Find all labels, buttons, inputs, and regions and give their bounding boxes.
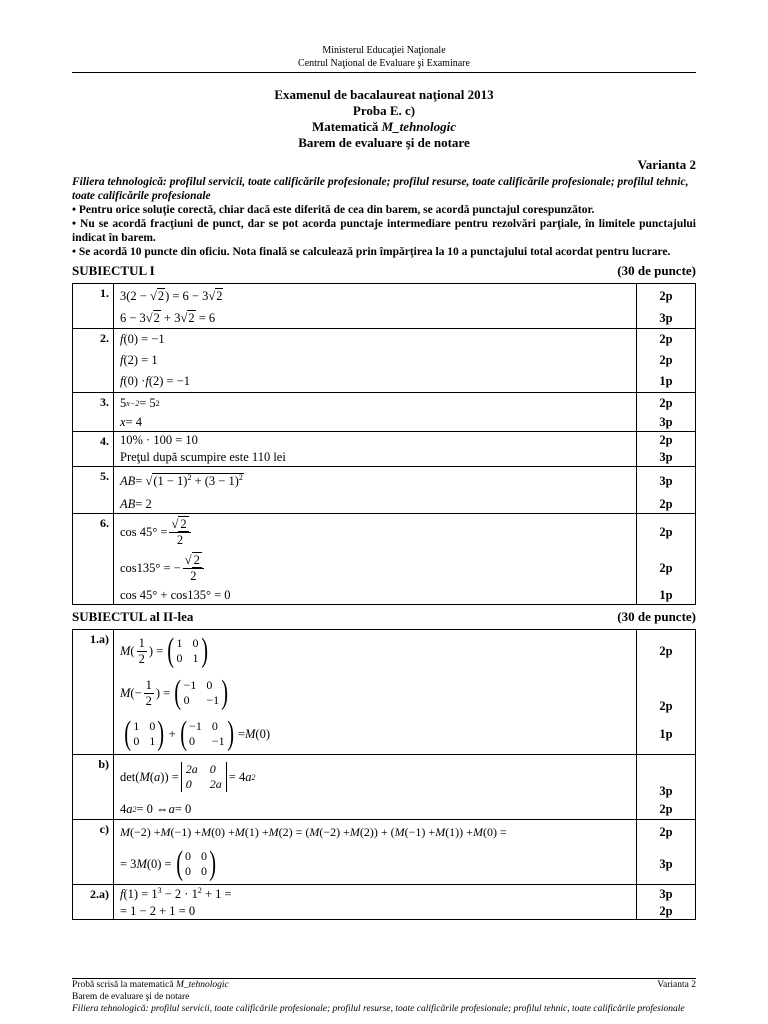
points [637,755,696,820]
points-value: 3p [659,310,673,325]
note-3: • Se acordă 10 puncte din oficiu. Nota finală se calculează prin împărţirea la 10 a punctajului total acordat pentru lucrare. [72,246,671,258]
points-value: 1p [659,587,673,602]
points [637,329,696,393]
page-footer [72,978,696,1015]
points [637,393,696,432]
footer-line3: Filiera tehnologică: profilul servicii, toate calificările profesionale; profilul resurse, toate calificările profesionale; profilul tehnic, toate calificările profesionale [72,1004,685,1014]
item-number: 5. [73,467,114,514]
solution [114,514,637,605]
points [637,467,696,514]
solution-line: x = 4 [120,414,142,429]
table-row [73,630,696,755]
points-value: 1p [659,726,673,741]
points-value: 2p [659,699,673,713]
solution [114,467,637,514]
solution-line: Preţul după scumpire este 110 lei [120,450,286,464]
header-divider [72,72,696,73]
subiect2-title: SUBIECTUL al II-lea [72,609,194,624]
exam-titles [72,87,696,151]
table-row [73,755,696,820]
subject-prefix: Matematică [311,119,382,134]
points-value: 2p [659,433,673,447]
footer-proba-prefix: Probă scrisă la matematică [72,980,176,990]
item-number: 6. [73,514,114,605]
table-row [73,432,696,467]
item-number: 3. [73,393,114,432]
points-value: 2p [659,643,673,658]
solution-line: f (0) = −1 [120,332,165,346]
solution-line: M (−2) + M (−1) + M (0) + M (1) + M (2) = ( M (−2) + M (2)) + ( M (−1) + M (1)) + M (0) = [120,824,507,839]
solution [114,820,637,885]
subiect2-heading [72,609,696,625]
solution-line: M ( $\frac{1}{2}$ ) = ( 1 0 0 1 ) [120,632,208,669]
note-2: • Nu se acordă fracţiuni de punct, dar se pot acorda punctaje intermediare pentru rezolvări parţiale, în limitele punctajului indicat în barem. [72,218,696,244]
points [637,432,696,467]
varianta-label: Varianta 2 [637,157,696,172]
solution [114,329,637,393]
table-row [73,820,696,885]
solution-line: 6 − 3√2 + 3√2 = 6 [120,310,216,325]
solution-line: AB = $√(1 - 1)^2 + (3 - 1)^2$ [120,472,243,489]
points-value: 2p [659,524,673,539]
solution-line: f $(1) = 1^3 - 2 \cdot 1^2 + 1$ = [120,885,232,902]
solution [114,755,637,820]
solution [114,393,637,432]
solution [114,885,637,920]
item-number: c) [73,820,114,885]
table-row [73,467,696,514]
points-value: 2p [659,332,673,346]
points [637,630,696,755]
points-value: 2p [659,353,673,367]
points-value: 2p [659,288,673,303]
points [637,885,696,920]
subject-title [72,119,696,135]
table-row [73,885,696,920]
points-value: 3p [659,450,673,464]
solution-line: cos135° = − $\frac{√ 2}{2}$ [120,550,636,586]
points-value: 3p [659,856,673,871]
points-value: 1p [659,374,673,388]
points-value: 3p [659,473,673,488]
subiect1-heading [72,263,696,279]
solution [114,432,637,467]
item-number: 1. [73,284,114,329]
footer-line2: Barem de evaluare şi de notare [72,992,190,1002]
points-value: 2p [659,903,673,918]
solution-line: = 1 − 2 + 1 = 0 [120,903,196,918]
solution-line: ( 1 0 0 1 ) + ( −1 0 0 −1 ) = M (0) [124,715,270,752]
subiect1-title: SUBIECTUL I [72,263,155,278]
solution-line: 4 a 2 = 0 ⇔ a = 0 [120,801,192,816]
table-row [73,393,696,432]
solution-line: det( M ( a )) = 2a 0 0 2a = 4 a 2 [120,762,256,791]
solution-line: f (2) = 1 [120,353,158,367]
item-number: 4. [73,432,114,467]
points-value: 2p [659,395,673,410]
footer-varianta: Varianta 2 [657,980,696,990]
subject-italic: M_tehnologic [381,119,457,134]
subiect1-table [72,283,696,605]
solution-line: AB = 2 [120,496,152,511]
document-page [72,0,696,920]
solution-line: 5 x−2 = 5 2 [120,395,160,410]
ministry-line1: Ministerul Educaţiei Naţionale [322,45,446,56]
solution-line: cos 45° = $\frac{√ 2}{2}$ [120,514,636,550]
exam-title: Examenul de bacalaureat naţional 2013 [274,87,494,102]
points-value: 3p [659,784,673,798]
subiect1-points: (30 de puncte) [617,263,696,278]
points-value: 2p [659,801,673,816]
subiect2-points: (30 de puncte) [617,609,696,624]
ministry-header [72,0,696,70]
points-value: 3p [659,886,673,901]
footer-line1 [72,979,696,991]
solution-line: 3(2 − √2) = 6 − 3√2 [120,288,223,303]
note-1: • Pentru orice soluţie corectă, chiar dacă este diferită de cea din barem, se acordă punctajul corespunzător. [72,204,595,216]
item-number: b) [73,755,114,820]
filiera-text: Filiera tehnologică: profilul servicii, toate calificările profesionale; profilul resurse, toate calificările profesionale; profilul tehnic, toate calificările profesionale [72,176,689,202]
item-number: 2.a) [73,885,114,920]
solution [114,630,637,755]
solution-line: = 3 M (0) = ( 0 0 0 0 ) [120,845,216,882]
table-row [73,514,696,605]
points-value: 3p [659,414,673,429]
solution [114,284,637,329]
points [637,820,696,885]
solution-line: 10% · 100 = 10 [120,433,198,447]
barem-title: Barem de evaluare şi de notare [298,135,470,150]
table-row [73,329,696,393]
points-value: 2p [659,496,673,511]
footer-proba [72,979,229,991]
points [637,284,696,329]
ministry-line2: Centrul Naţional de Evaluare şi Examinare [298,58,470,69]
solution-line: f (0) · f (2) = −1 [120,374,191,388]
item-number: 2. [73,329,114,393]
footer-proba-italic: M_tehnologic [175,980,229,990]
solution-line: cos 45° + cos135° = 0 [120,587,231,602]
points-value: 2p [659,560,673,575]
solution-line: M (− $\frac{1}{2}$ ) = ( −1 0 0 −1 ) [120,674,229,711]
points-value: 2p [659,824,673,839]
points [637,514,696,605]
item-number: 1.a) [73,630,114,755]
subiect2-table [72,629,696,920]
proba-title: Proba E. c) [352,103,416,118]
table-row [73,284,696,329]
